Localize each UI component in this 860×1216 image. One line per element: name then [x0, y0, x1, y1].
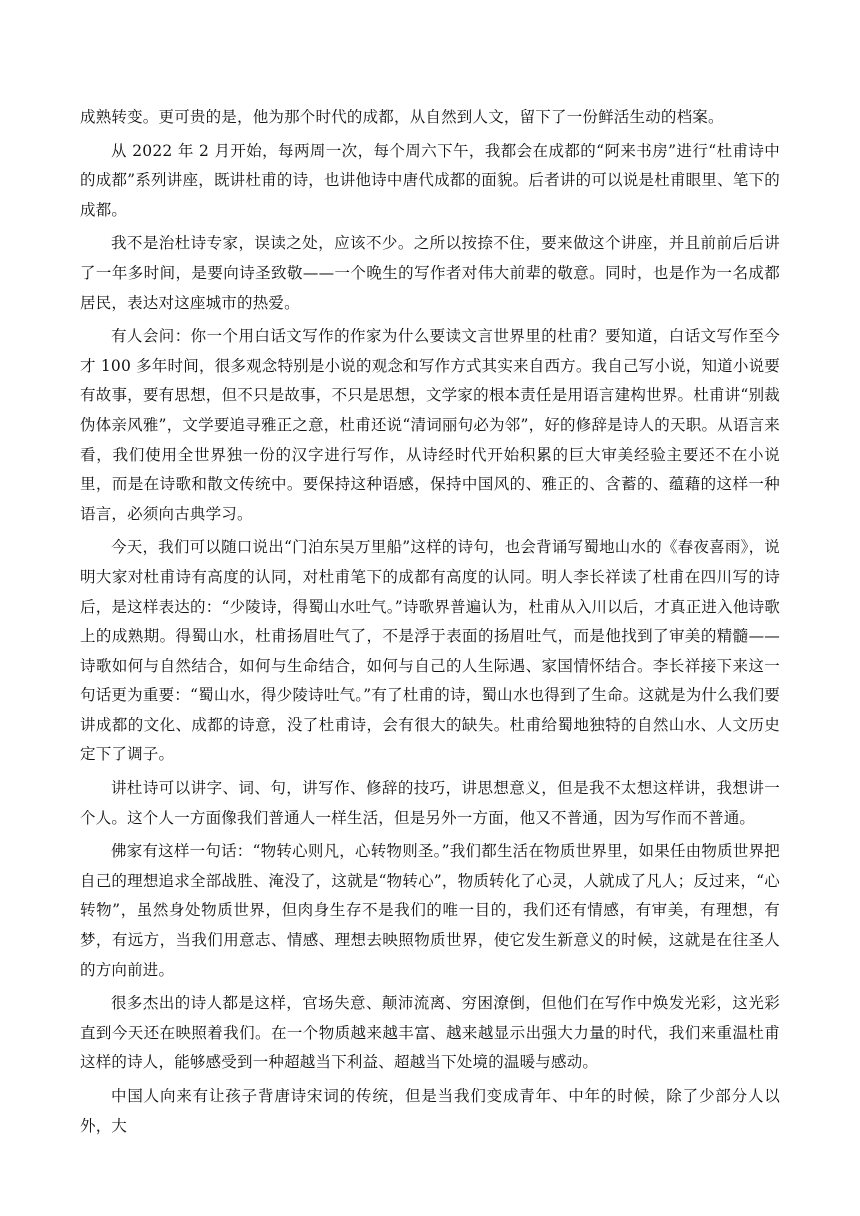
paragraph: 讲杜诗可以讲字、词、句，讲写作、修辞的技巧，讲思想意义，但是我不太想这样讲，我想讲一个人。这个人一方面像我们普通人一样生活，但是另外一方面，他又不普通，因为写作而不普通。	[80, 779, 780, 827]
paragraph: 佛家有这样一句话：“物转心则凡，心转物则圣。”我们都生活在物质世界里，如果任由物质世界把自己的理想追求全部战胜、淹没了，这就是“物转心”，物质转化了心灵，人就成了凡人；反过来，“心转物”，虽然身处物质世界，但肉身生存不是我们的唯一目的，我们还有情感，有审美，有理想，有梦，有远方，当我们用意志、情感、理想去映照物质世界，使它发生新意义的时候，这就是在往圣人的方向前进。	[80, 842, 780, 979]
paragraph: 我不是治杜诗专家，误读之处，应该不少。之所以按捺不住，要来做这个讲座，并且前前后后讲了一年多时间，是要向诗圣致敬——一个晚生的写作者对伟大前辈的敬意。同时，也是作为一名成都居民，表达对这座城市的热爱。	[80, 234, 780, 312]
paragraph: 很多杰出的诗人都是这样，官场失意、颠沛流离、穷困潦倒，但他们在写作中焕发光彩，这光彩直到今天还在映照着我们。在一个物质越来越丰富、越来越显示出强大力量的时代，我们来重温杜甫这样的诗人，能够感受到一种超越当下利益、超越当下处境的温暖与感动。	[80, 994, 780, 1072]
paragraph: 成熟转变。更可贵的是，他为那个时代的成都，从自然到人文，留下了一份鲜活生动的档案。	[80, 108, 724, 126]
paragraph: 有人会问：你一个用白话文写作的作家为什么要读文言世界里的杜甫？要知道，白话文写作至今才 100 多年时间，很多观念特别是小说的观念和写作方式其实来自西方。我自己写小说，知道小说要有故事，要有思想，但不只是故事，不只是思想，文学家的根本责任是用语言建构世界。杜甫讲“别裁伪体亲风雅”，文学要追寻雅正之意，杜甫还说“清词丽句必为邻”，好的修辞是诗人的天职。从语言来看，我们使用全世界独一份的汉字进行写作，从诗经时代开始积累的巨大审美经验主要还不在小说里，而是在诗歌和散文传统中。要保持这种语感，保持中国风的、雅正的、含蓄的、蕴藉的这样一种语言，必须向古典学习。	[80, 327, 780, 523]
paragraph: 从 2022 年 2 月开始，每两周一次，每个周六下午，我都会在成都的“阿来书房”进行“杜甫诗中的成都”系列讲座，既讲杜甫的诗，也讲他诗中唐代成都的面貌。后者讲的可以说是杜甫眼里、笔下的成都。	[80, 141, 780, 219]
paragraph: 中国人向来有让孩子背唐诗宋词的传统，但是当我们变成青年、中年的时候，除了少部分人以外，大	[80, 1087, 780, 1135]
paragraph: 今天，我们可以随口说出“门泊东吴万里船”这样的诗句，也会背诵写蜀地山水的《春夜喜雨》，说明大家对杜甫诗有高度的认同，对杜甫笔下的成都有高度的认同。明人李长祥读了杜甫在四川写的诗后，是这样表达的：“少陵诗，得蜀山水吐气。”诗歌界普遍认为，杜甫从入川以后，才真正进入他诗歌上的成熟期。得蜀山水，杜甫扬眉吐气了，不是浮于表面的扬眉吐气，而是他找到了审美的精髓——诗歌如何与自然结合，如何与生命结合，如何与自己的人生际遇、家国情怀结合。李长祥接下来这一句话更为重要：“蜀山水，得少陵诗吐气。”有了杜甫的诗，蜀山水也得到了生命。这就是为什么我们要讲成都的文化、成都的诗意，没了杜甫诗，会有很大的缺失。杜甫给蜀地独特的自然山水、人文历史定下了调子。	[80, 538, 780, 764]
document-body	[80, 103, 780, 1141]
